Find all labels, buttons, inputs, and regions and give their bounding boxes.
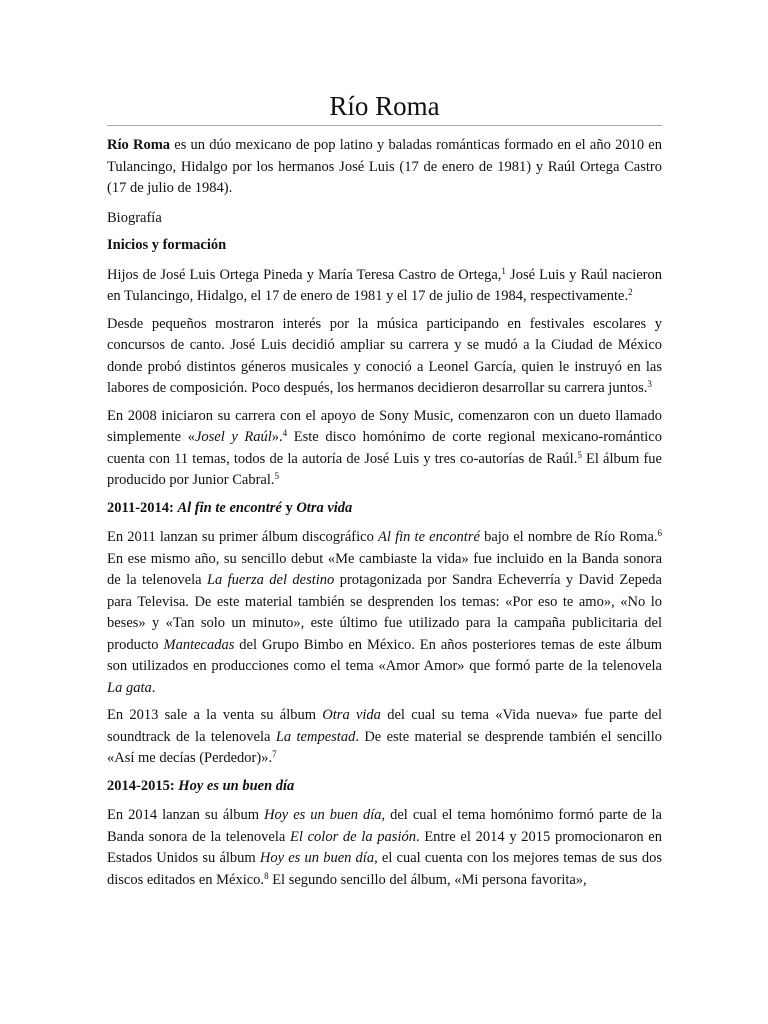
- reference-6[interactable]: 6: [657, 528, 663, 538]
- paragraph-hijos: Hijos de José Luis Ortega Pineda y María Teresa Castro de Ortega,$^1$ José Luis y Raúl nacieron en Tulancingo, Hidalgo, el 17 de enero de 1981 y el 17 de julio de 1984, respectivamente.$^2$: [107, 265, 662, 304]
- page-title: Río Roma: [107, 0, 662, 126]
- reference-5[interactable]: 5: [274, 471, 280, 481]
- reference-7[interactable]: 7: [272, 749, 277, 759]
- heading-2014-2015: 2014-2015: Hoy es un buen día: [107, 777, 295, 794]
- paragraph-2008: En 2008 iniciaron su carrera con el apoyo de Sony Music, comenzaron con un dueto llamado simplemente «Josel y Raúl».$^4$ Este disco homónimo de corte regional mexicano-romántico cuenta con 11 temas, todos de la autoría de José Luis y tres co-autorías de Raúl.$^5$ El álbum fue producido por Junior Cabral.$^5$: [107, 407, 662, 488]
- heading-2011-2014: 2011-2014: Al fin te encontré y Otra vida: [107, 499, 353, 516]
- reference-2[interactable]: 2: [628, 287, 633, 297]
- section-biografia: Biografía: [107, 209, 162, 226]
- reference-4[interactable]: 4: [282, 428, 288, 438]
- reference-5[interactable]: 5: [577, 449, 582, 460]
- paragraph-2013: En 2013 sale a la venta su álbum Otra vida del cual su tema «Vida nueva» fue parte del soundtrack de la telenovela La tempestad. De este material se desprende también el sencillo «Así me decías (Perdedor)».$^7$: [107, 707, 662, 766]
- paragraph-2014: En 2014 lanzan su álbum Hoy es un buen día, del cual el tema homónimo formó parte de la Banda sonora de la telenovela El color de la pasión. Entre el 2014 y 2015 promocionaron en Estados Unidos su álbum Hoy es un buen día, el cual cuenta con los mejores temas de sus dos discos editados en México.$^8$ El segundo sencillo del álbum, «Mi persona favorita»,: [107, 807, 662, 888]
- intro-bold-name: Río Roma: [107, 137, 171, 153]
- paragraph-2011: En 2011 lanzan su primer álbum discográfico Al fin te encontré bajo el nombre de Río Roma.$^6$ En ese mismo año, su sencillo debut «Me cambiaste la vida» fue incluido en la Banda sonora de la telenovela La fuerza del destino protagonizada por Sandra Echeverría y David Zepeda para Televisa. De este material también se desprenden los temas: «Por eso te amo», «No lo beses» y «Tan solo un minuto», este último fue utilizado para la campaña publicitaria del producto Mantecadas del Grupo Bimbo en México. En años posteriores temas de este álbum son utilizados en producciones como el tema «Amor Amor» que formó parte de la telenovela La gata.: [107, 528, 663, 696]
- heading-inicios: Inicios y formación: [107, 237, 227, 253]
- reference-3[interactable]: 3: [647, 379, 652, 389]
- intro-paragraph: Río Roma es un dúo mexicano de pop latino y baladas románticas formado en el año 2010 en Tulancingo, Hidalgo por los hermanos José Luis (17 de enero de 1981) y Raúl Ortega Castro (17 de julio de 1984).: [107, 137, 662, 196]
- reference-8[interactable]: 8: [264, 870, 269, 881]
- reference-1[interactable]: 1: [501, 265, 506, 276]
- paragraph-desde: Desde pequeños mostraron interés por la música participando en festivales escolares y concursos de canto. José Luis decidió ampliar su carrera y se mudó a la Ciudad de México donde probó distintos géneros musicales y conoció a Leonel García, quien le instruyó en las labores de composición. Poco después, los hermanos decidieron desarrollar su carrera juntos.$^3$: [107, 315, 662, 396]
